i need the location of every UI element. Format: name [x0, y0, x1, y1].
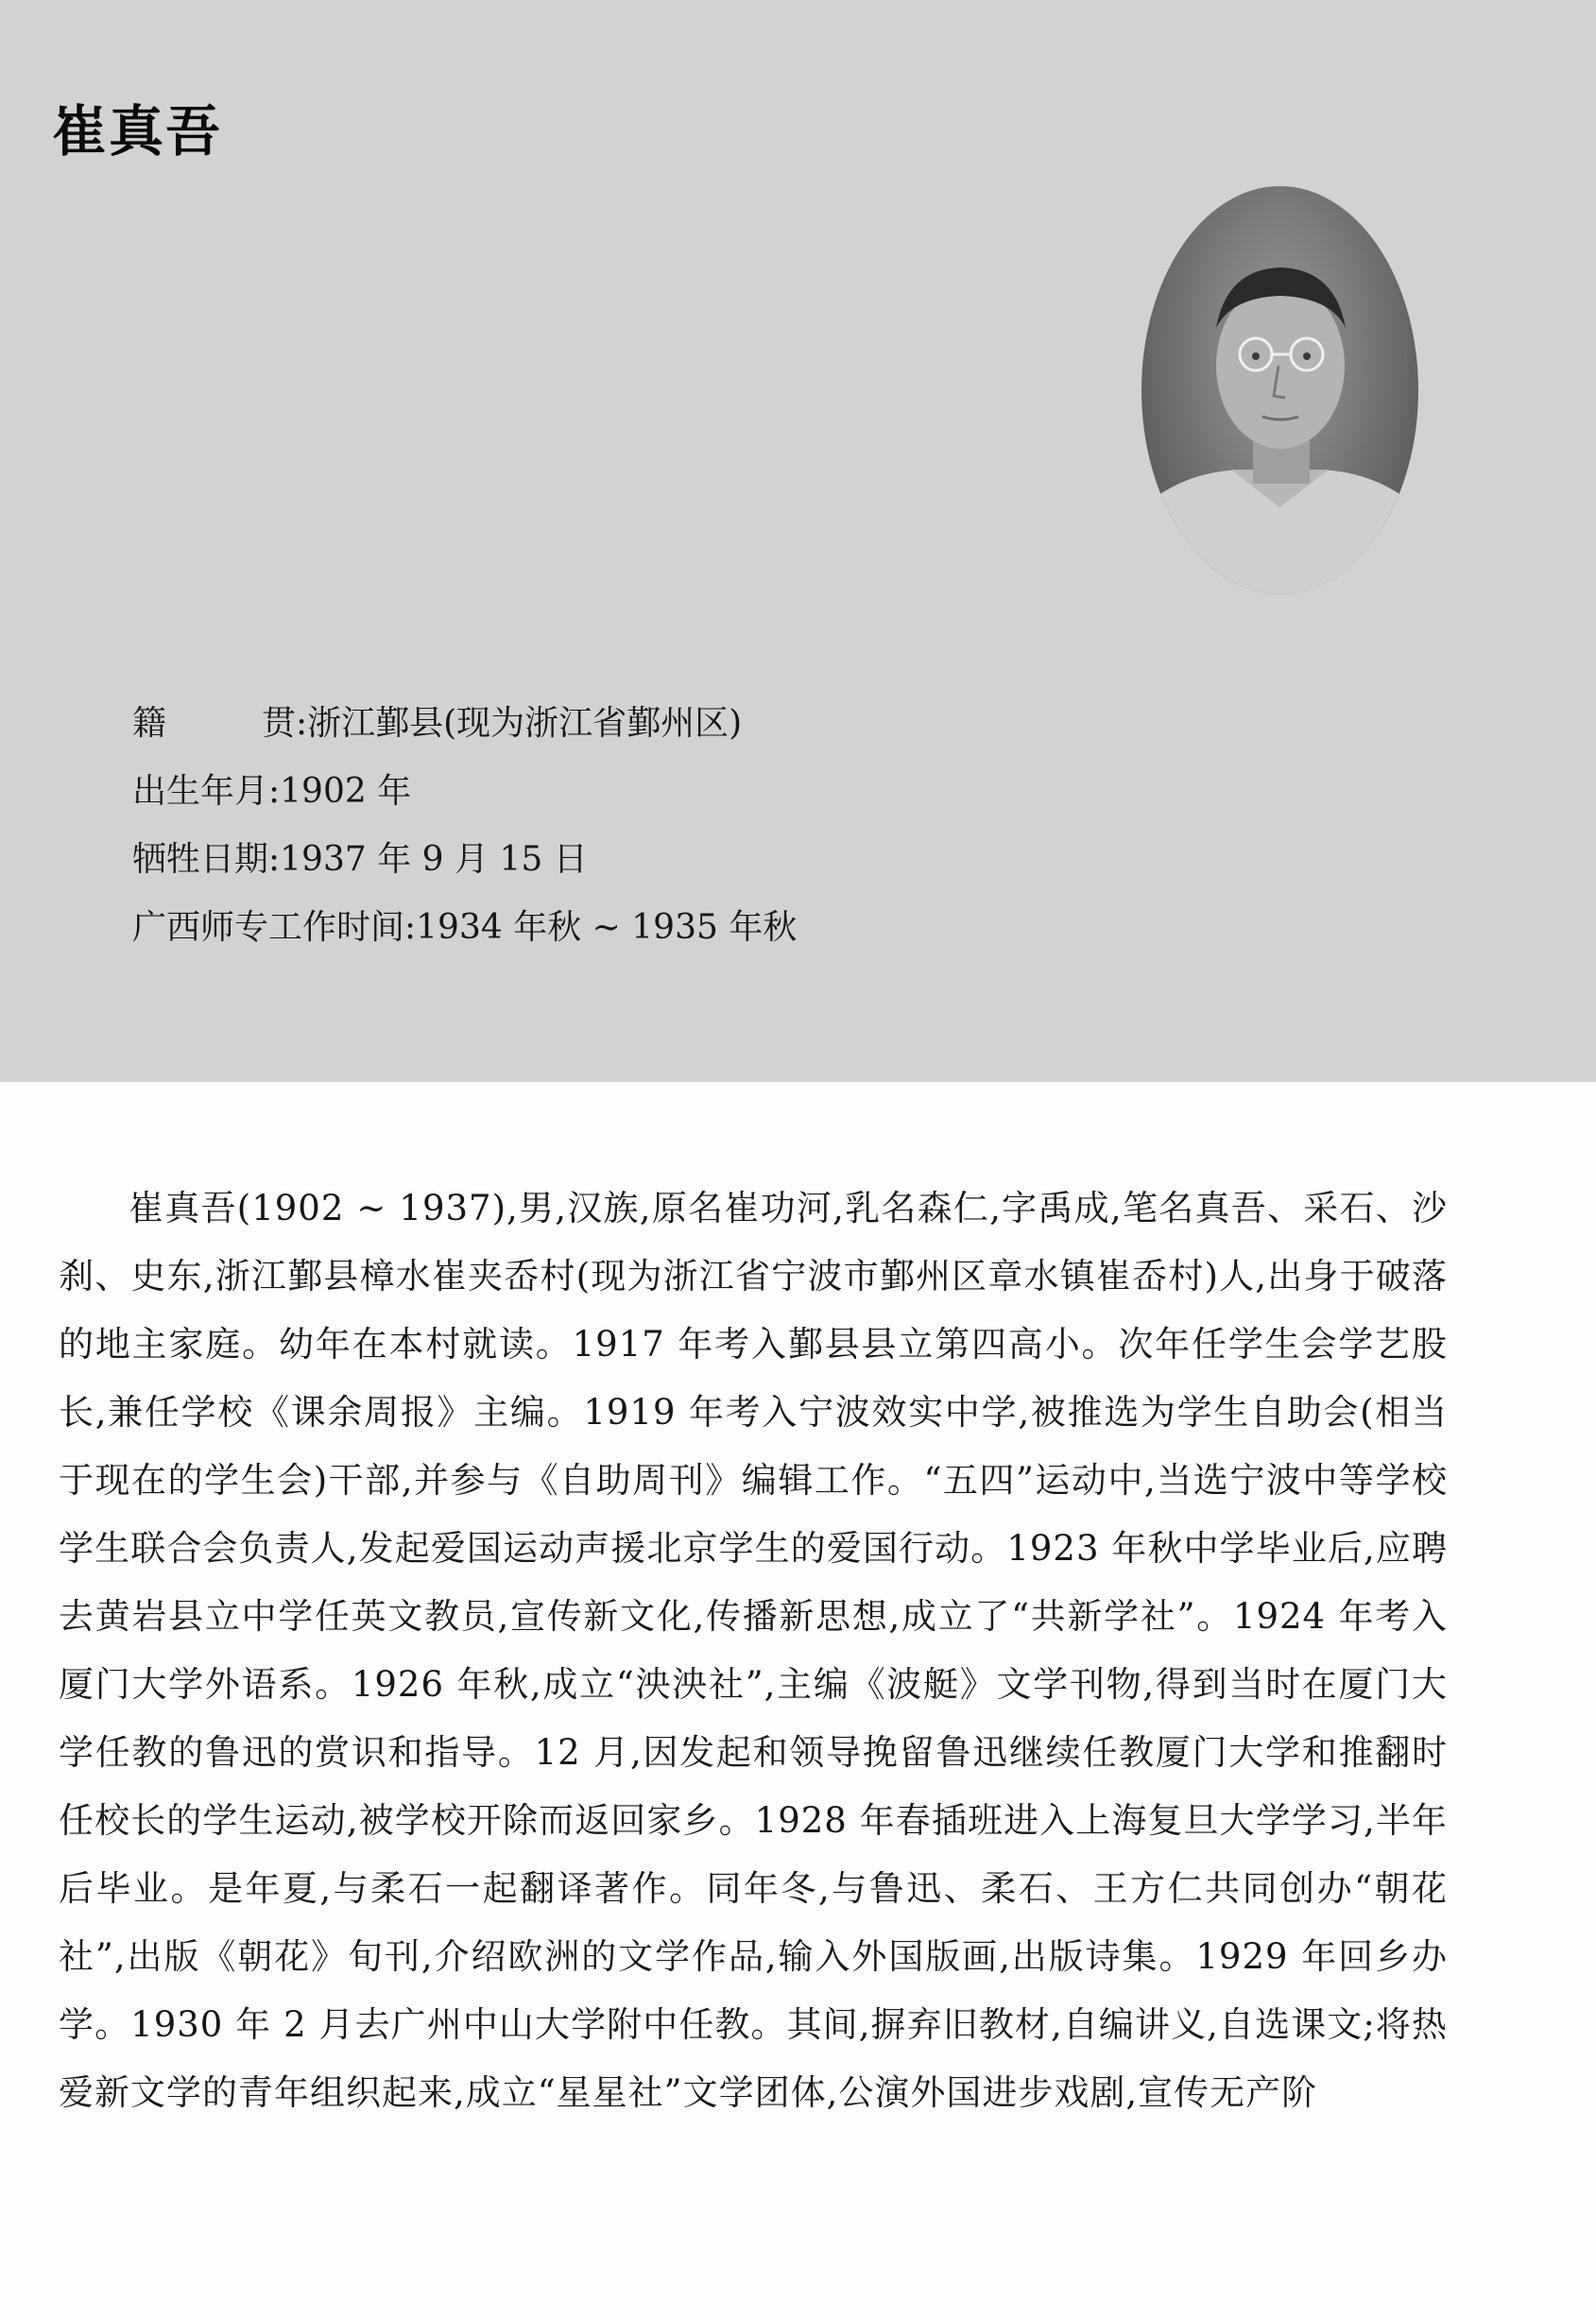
fact-separator: : [404, 908, 417, 947]
fact-row-death [132, 835, 797, 903]
fact-value: 1934 年秋 ~ 1935 年秋 [416, 908, 798, 947]
fact-label: 牺牲日期 [132, 840, 269, 879]
fact-separator: : [268, 840, 281, 879]
fact-label: 出生年月 [132, 772, 269, 811]
biography-text: 崔真吾(1902 ~ 1937),男,汉族,原名崔功河,乳名森仁,字禹成,笔名真吾、采石、沙刹、史东,浙江鄞县樟水崔夹岙村(现为浙江省宁波市鄞州区章水镇崔岙村)人,出身于破落的地主家庭。幼年在本村就读。1917 年考入鄞县县立第四高小。次年任学生会学艺股长,兼任学校《课余周报》主编。1919 年考入宁波效实中学,被推选为学生自助会(相当于现在的学生会)干部,并参与《自助周刊》编辑工作。“五四”运动中,当选宁波中等学校学生联合会负责人,发起爱国运动声援北京学生的爱国行动。1923 年秋中学毕业后,应聘去黄岩县立中学任英文教员,宣传新文化,传播新思想,成立了“共新学社”。1924 年考入厦门大学外语系。1926 年秋,成立“泱泱社”,主编《波艇》文学刊物,得到当时在厦门大学任教的鲁迅的赏识和指导。12 月,因发起和领导挽留鲁迅继续任教厦门大学和推翻时任校长的学生运动,被学校开除而返回家乡。1928 年春插班进入上海复旦大学学习,半年后毕业。是年夏,与柔石一起翻译著作。同年冬,与鲁迅、柔石、王方仁共同创办“朝花社”,出版《朝花》旬刊,介绍欧洲的文学作品,输入外国版画,出版诗集。1929 年回乡办学。1930 年 2 月去广州中山大学附中任教。其间,摒弃旧教材,自编讲义,自选课文;将热爱新文学的青年组织起来,成立“星星社”文学团体,公演外国进步戏剧,宣传无产阶 [59, 1188, 1448, 2113]
fact-value: 1902 年 [280, 772, 412, 811]
fact-separator: : [296, 704, 308, 743]
fact-value: 浙江鄞县(现为浙江省鄞州区) [307, 704, 743, 743]
profile-facts [132, 699, 797, 971]
fact-separator: : [268, 772, 281, 811]
fact-label: 广西师专工作时间 [132, 908, 405, 947]
fact-value: 1937 年 9 月 15 日 [280, 840, 588, 879]
portrait-photo [1141, 186, 1418, 594]
fact-row-work-period [132, 903, 797, 971]
page-title: 崔真吾 [52, 99, 223, 163]
fact-row-birth [132, 767, 797, 835]
fact-row-native-place [132, 699, 797, 767]
fact-label: 籍贯 [132, 704, 296, 743]
